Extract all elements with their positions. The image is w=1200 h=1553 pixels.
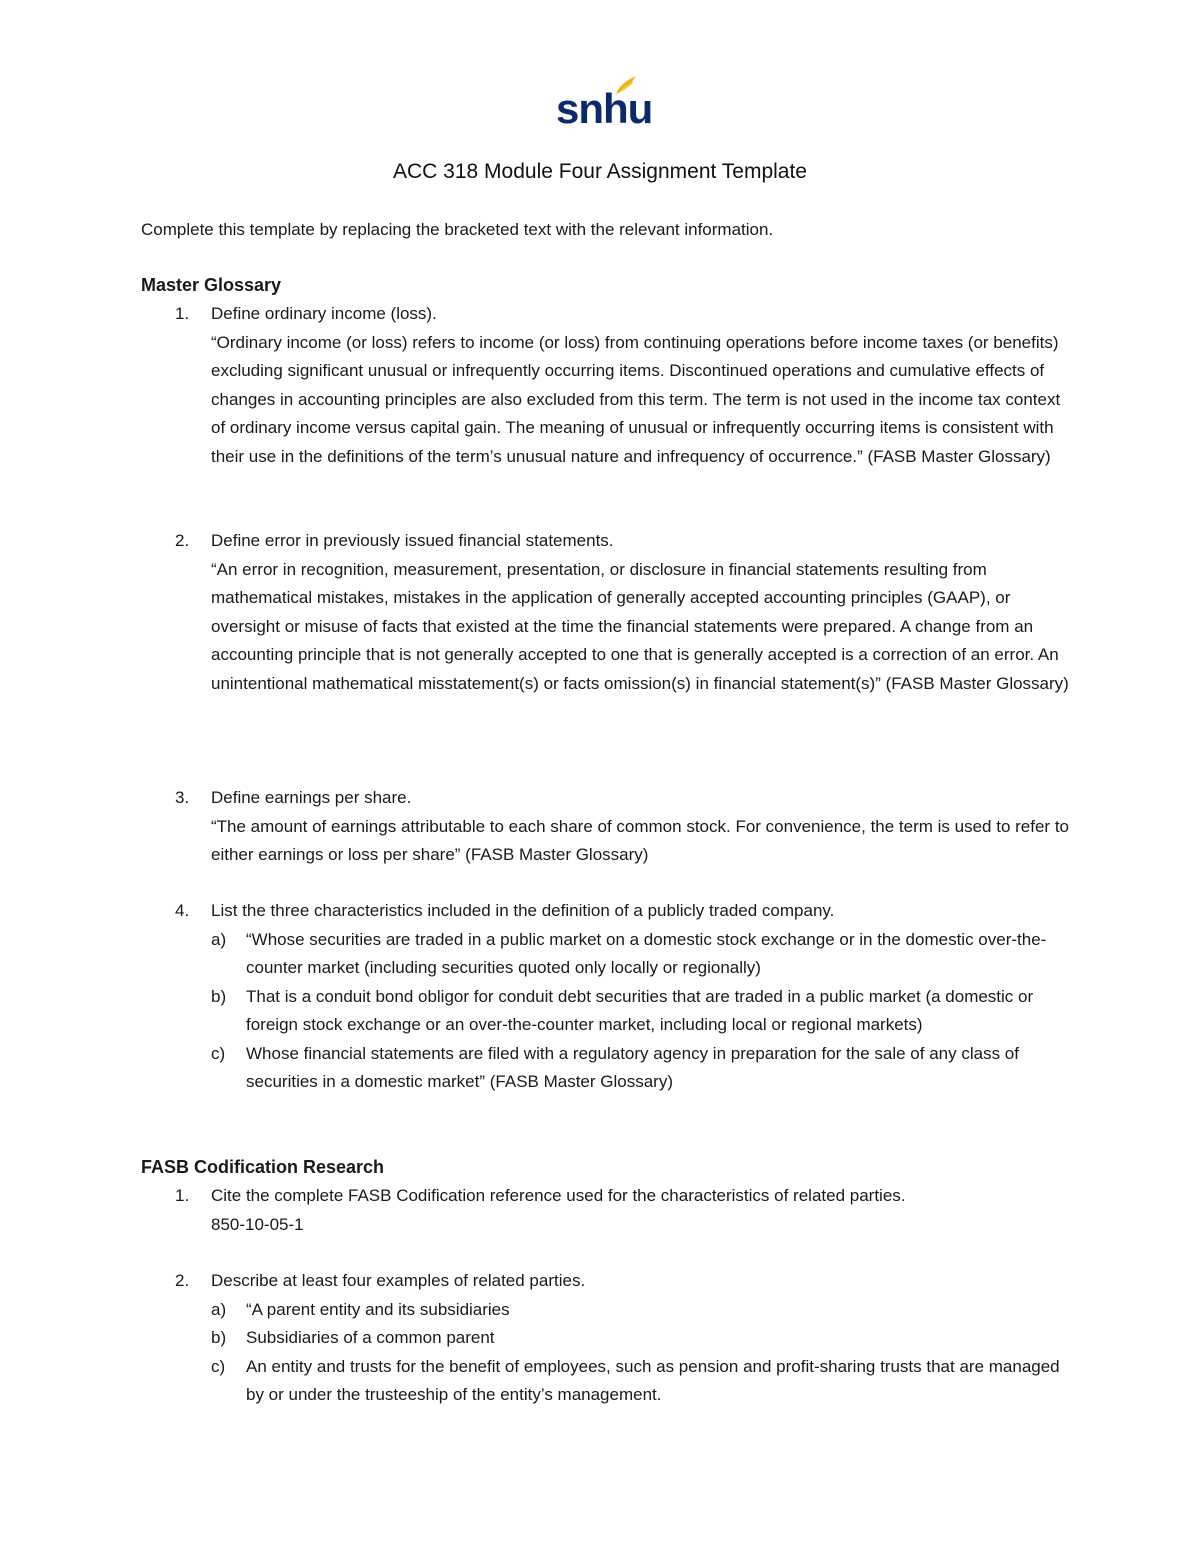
sub-item-letter: b) xyxy=(211,986,227,1006)
snhu-logo xyxy=(556,72,653,132)
item-number: 3. xyxy=(175,788,190,807)
item-question: List the three characteristics included in the definition of a publicly traded company. xyxy=(211,901,835,920)
item-number: 4. xyxy=(175,901,190,920)
sub-item-text: Subsidiaries of a common parent xyxy=(246,1328,495,1347)
master-glossary-heading: Master Glossary xyxy=(141,275,282,295)
item-answer: “The amount of earnings attributable to each share of common stock. For convenience, the term is used to refer to either earnings or loss per share” (FASB Master Glossary) xyxy=(211,816,1069,864)
sub-item-a xyxy=(211,1296,1071,1325)
logo-wordmark: snhu xyxy=(556,85,653,132)
sub-item-b xyxy=(211,983,1071,1040)
research-item-1 xyxy=(141,1182,1071,1239)
sub-item-c xyxy=(211,1353,1071,1410)
item-number: 2. xyxy=(175,1271,190,1290)
item-number: 1. xyxy=(175,304,190,323)
item-question: Define ordinary income (loss). xyxy=(211,304,437,323)
sub-item-b xyxy=(211,1324,1071,1353)
item-answer: “Ordinary income (or loss) refers to income (or loss) from continuing operations before income taxes (or benefits) excluding significant unusual or infrequently occurring items. Discontinued operations and cumulative effects of changes in accounting principles are also excluded from this term. The term is not used in the income tax context of ordinary income versus capital gain. The meaning of unusual or infrequently occurring items is consistent with their use in the definitions of the term’s unusual nature and infrequency of occurrence.” (FASB Master Glossary) xyxy=(211,332,1061,466)
sub-item-c xyxy=(211,1040,1071,1097)
fasb-research-heading: FASB Codification Research xyxy=(141,1157,385,1177)
glossary-item-4 xyxy=(141,897,1071,1097)
sub-item-letter: a) xyxy=(211,929,227,949)
item-question: Define earnings per share. xyxy=(211,788,412,807)
sub-item-letter: c) xyxy=(211,1356,226,1376)
document-title: ACC 318 Module Four Assignment Template xyxy=(393,160,807,183)
sub-item-a xyxy=(211,926,1071,983)
sub-item-letter: c) xyxy=(211,1043,226,1063)
item-answer: 850-10-05-1 xyxy=(211,1214,304,1234)
glossary-item-2 xyxy=(141,527,1071,698)
item-number: 1. xyxy=(175,1186,190,1205)
sub-item-text: That is a conduit bond obligor for conduit debt securities that are traded in a public market (a domestic or foreign stock exchange or an over-the-counter market, including local or regional markets) xyxy=(246,986,1034,1034)
sub-item-letter: a) xyxy=(211,1299,227,1319)
sub-item-letter: b) xyxy=(211,1328,227,1347)
item-question: Define error in previously issued financial statements. xyxy=(211,531,614,550)
item-question: Cite the complete FASB Codification reference used for the characteristics of related parties. xyxy=(211,1186,906,1205)
research-item-2 xyxy=(141,1267,1071,1410)
sub-item-text: Whose financial statements are filed with a regulatory agency in preparation for the sale of any class of securities in a domestic market” (FASB Master Glossary) xyxy=(246,1043,1019,1091)
intro-text: Complete this template by replacing the bracketed text with the relevant information. xyxy=(141,220,774,239)
item-question: Describe at least four examples of related parties. xyxy=(211,1271,586,1290)
glossary-item-3 xyxy=(141,784,1071,870)
glossary-item-1 xyxy=(141,300,1071,471)
sub-item-text: “Whose securities are traded in a public market on a domestic stock exchange or in the domestic over-the-counter market (including securities quoted only locally or regionally) xyxy=(246,929,1047,977)
item-answer: “An error in recognition, measurement, presentation, or disclosure in financial statements resulting from mathematical mistakes, mistakes in the application of generally accepted accounting principles (GAAP), or oversight or misuse of facts that existed at the time the financial statements were prepared. A change from an accounting principle that is not generally accepted to one that is generally accepted is a correction of an error. An unintentional mathematical misstatement(s) or facts omission(s) in financial statement(s)” (FASB Master Glossary) xyxy=(211,559,1069,693)
item-number: 2. xyxy=(175,531,190,550)
sub-item-text: “A parent entity and its subsidiaries xyxy=(246,1299,510,1319)
sub-item-text: An entity and trusts for the benefit of employees, such as pension and profit-sharing trusts that are managed by or under the trusteeship of the entity’s management. xyxy=(246,1356,1060,1404)
